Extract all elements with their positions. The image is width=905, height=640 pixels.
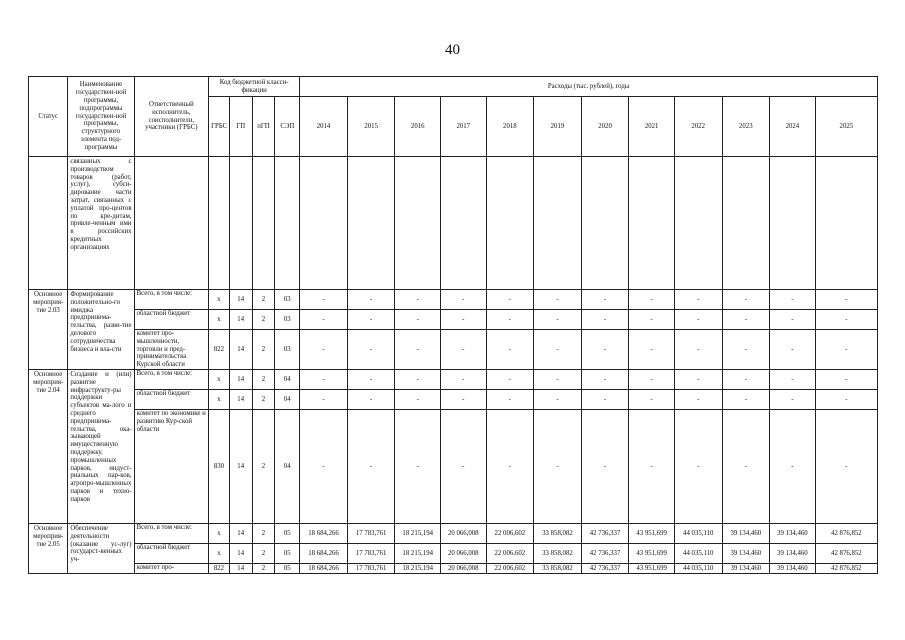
value-cell: - bbox=[722, 330, 770, 370]
value-cell: 20 066,008 bbox=[441, 523, 487, 543]
continuation-empty-cell bbox=[252, 157, 275, 290]
code-cell: 830 bbox=[209, 409, 230, 523]
value-cell: 39 134,460 bbox=[722, 563, 770, 573]
value-cell: - bbox=[581, 389, 629, 409]
code-cell: 14 bbox=[229, 409, 252, 523]
value-cell: - bbox=[815, 409, 877, 523]
header-code-group: Код бюджетной класси-фикации bbox=[209, 77, 300, 97]
value-cell: 43 951,699 bbox=[629, 543, 675, 563]
value-cell: - bbox=[722, 369, 770, 389]
value-cell: 18 684,266 bbox=[300, 563, 348, 573]
header-year-2018: 2018 bbox=[486, 97, 534, 157]
value-cell: - bbox=[722, 310, 770, 330]
value-cell: - bbox=[722, 389, 770, 409]
code-cell: 14 bbox=[229, 330, 252, 370]
code-cell: 2 bbox=[252, 389, 275, 409]
value-cell: - bbox=[815, 310, 877, 330]
responsible-cell: областной бюджет bbox=[134, 543, 209, 563]
value-cell: - bbox=[486, 310, 534, 330]
code-cell: 05 bbox=[275, 563, 300, 573]
header-name: Наименование государствен-ной программы, подпрограммы государствен-ной программы, структурного элемента под-программы bbox=[68, 77, 134, 157]
value-cell: - bbox=[486, 290, 534, 310]
value-cell: - bbox=[534, 389, 582, 409]
value-cell: - bbox=[395, 369, 441, 389]
header-year-2024: 2024 bbox=[770, 97, 816, 157]
value-cell: - bbox=[534, 409, 582, 523]
responsible-cell: комитет про- bbox=[134, 563, 209, 573]
measure-name: Обеспечение деятельности (оказание ус-луг) государст-венных уч- bbox=[68, 523, 134, 573]
table-row bbox=[29, 409, 878, 523]
value-cell: - bbox=[300, 409, 348, 523]
continuation-empty-cell bbox=[815, 157, 877, 290]
value-cell: - bbox=[300, 369, 348, 389]
value-cell: - bbox=[395, 290, 441, 310]
value-cell: - bbox=[486, 389, 534, 409]
value-cell: - bbox=[441, 310, 487, 330]
header-year-2022: 2022 bbox=[674, 97, 722, 157]
value-cell: 33 858,082 bbox=[534, 543, 582, 563]
code-cell: 2 bbox=[252, 409, 275, 523]
header-year-2014: 2014 bbox=[300, 97, 348, 157]
code-cell: 03 bbox=[275, 310, 300, 330]
value-cell: - bbox=[441, 389, 487, 409]
value-cell: 17 783,761 bbox=[347, 543, 395, 563]
value-cell: - bbox=[534, 290, 582, 310]
continuation-empty-cell bbox=[300, 157, 348, 290]
value-cell: - bbox=[395, 389, 441, 409]
value-cell: 20 066,008 bbox=[441, 543, 487, 563]
code-cell: 2 bbox=[252, 523, 275, 543]
header-code-3: СЭП bbox=[275, 97, 300, 157]
value-cell: - bbox=[347, 409, 395, 523]
value-cell: - bbox=[486, 409, 534, 523]
value-cell: - bbox=[395, 409, 441, 523]
code-cell: 04 bbox=[275, 369, 300, 389]
continuation-name: связанных с производством товаров (работ, услуг), субси-дирование части затрат, связанных с уплатой про-центов по кре-дитам, привле-ченным ими в российских кредитных организациях bbox=[68, 157, 134, 290]
value-cell: 33 858,082 bbox=[534, 523, 582, 543]
code-cell: 2 bbox=[252, 543, 275, 563]
code-cell: 2 bbox=[252, 290, 275, 310]
table-row bbox=[29, 389, 878, 409]
header-code-0: ГРБС bbox=[209, 97, 230, 157]
value-cell: - bbox=[629, 369, 675, 389]
value-cell: 43 951,699 bbox=[629, 563, 675, 573]
value-cell: 44 035,110 bbox=[674, 543, 722, 563]
header-responsible: Ответственный исполнитель, соисполнители, участники (ГРБС) bbox=[134, 77, 209, 157]
value-cell: - bbox=[395, 310, 441, 330]
code-cell: 14 bbox=[229, 523, 252, 543]
code-cell: х bbox=[209, 523, 230, 543]
continuation-row bbox=[29, 157, 878, 290]
code-cell: 822 bbox=[209, 330, 230, 370]
measure-name: Формирование положительно-го имиджа предпринима-тельства, разви-тие делового сотрудничества бизнеса и вла-сти bbox=[68, 290, 134, 370]
continuation-status bbox=[29, 157, 68, 290]
budget-table bbox=[28, 76, 878, 574]
value-cell: - bbox=[629, 389, 675, 409]
value-cell: - bbox=[441, 409, 487, 523]
value-cell: - bbox=[347, 369, 395, 389]
value-cell: 39 134,460 bbox=[770, 543, 816, 563]
continuation-empty-cell bbox=[209, 157, 230, 290]
code-cell: 822 bbox=[209, 563, 230, 573]
continuation-empty-cell bbox=[229, 157, 252, 290]
responsible-cell: Всего, в том числе: bbox=[134, 369, 209, 389]
value-cell: - bbox=[534, 330, 582, 370]
code-cell: х bbox=[209, 290, 230, 310]
code-cell: х bbox=[209, 543, 230, 563]
value-cell: - bbox=[770, 409, 816, 523]
code-cell: 03 bbox=[275, 330, 300, 370]
value-cell: - bbox=[441, 290, 487, 310]
value-cell: - bbox=[629, 290, 675, 310]
continuation-empty-cell bbox=[486, 157, 534, 290]
value-cell: - bbox=[395, 330, 441, 370]
value-cell: - bbox=[629, 330, 675, 370]
header-year-2025: 2025 bbox=[815, 97, 877, 157]
value-cell: 22 006,602 bbox=[486, 523, 534, 543]
code-cell: 04 bbox=[275, 409, 300, 523]
code-cell: 2 bbox=[252, 563, 275, 573]
table-row bbox=[29, 330, 878, 370]
continuation-empty-cell bbox=[629, 157, 675, 290]
value-cell: - bbox=[629, 409, 675, 523]
code-cell: 2 bbox=[252, 310, 275, 330]
value-cell: - bbox=[347, 290, 395, 310]
value-cell: - bbox=[674, 290, 722, 310]
value-cell: 43 951,699 bbox=[629, 523, 675, 543]
code-cell: х bbox=[209, 389, 230, 409]
code-cell: 14 bbox=[229, 290, 252, 310]
value-cell: 17 783,761 bbox=[347, 523, 395, 543]
header-year-2015: 2015 bbox=[347, 97, 395, 157]
value-cell: 42 876,852 bbox=[815, 523, 877, 543]
value-cell: - bbox=[722, 290, 770, 310]
responsible-cell: Всего, в том числе: bbox=[134, 523, 209, 543]
page-number: 40 bbox=[445, 42, 460, 58]
responsible-cell: Всего, в том числе: bbox=[134, 290, 209, 310]
table-row bbox=[29, 523, 878, 543]
code-cell: 05 bbox=[275, 543, 300, 563]
value-cell: 42 736,337 bbox=[581, 563, 629, 573]
value-cell: 18 215,194 bbox=[395, 523, 441, 543]
continuation-empty-cell bbox=[134, 157, 209, 290]
continuation-empty-cell bbox=[395, 157, 441, 290]
value-cell: - bbox=[581, 290, 629, 310]
header-year-2021: 2021 bbox=[629, 97, 675, 157]
value-cell: - bbox=[629, 310, 675, 330]
value-cell: 42 876,852 bbox=[815, 563, 877, 573]
value-cell: - bbox=[486, 330, 534, 370]
value-cell: - bbox=[441, 330, 487, 370]
measure-status: Основное мероприя-тие 2.04 bbox=[29, 369, 68, 523]
value-cell: 18 215,194 bbox=[395, 563, 441, 573]
value-cell: 42 736,337 bbox=[581, 523, 629, 543]
value-cell: - bbox=[815, 330, 877, 370]
value-cell: - bbox=[770, 310, 816, 330]
value-cell: 18 215,194 bbox=[395, 543, 441, 563]
continuation-empty-cell bbox=[674, 157, 722, 290]
value-cell: - bbox=[581, 409, 629, 523]
header-year-2017: 2017 bbox=[441, 97, 487, 157]
code-cell: 14 bbox=[229, 563, 252, 573]
code-cell: 05 bbox=[275, 523, 300, 543]
continuation-empty-cell bbox=[581, 157, 629, 290]
responsible-cell: комитет по экономике и развитию Кур-ской области bbox=[134, 409, 209, 523]
value-cell: - bbox=[815, 389, 877, 409]
value-cell: 33 858,082 bbox=[534, 563, 582, 573]
code-cell: х bbox=[209, 369, 230, 389]
value-cell: - bbox=[815, 290, 877, 310]
continuation-empty-cell bbox=[770, 157, 816, 290]
continuation-empty-cell bbox=[722, 157, 770, 290]
value-cell: - bbox=[581, 310, 629, 330]
value-cell: 18 684,266 bbox=[300, 523, 348, 543]
header-status: Статус bbox=[29, 77, 68, 157]
value-cell: - bbox=[674, 409, 722, 523]
value-cell: - bbox=[770, 389, 816, 409]
value-cell: - bbox=[674, 389, 722, 409]
responsible-cell: областной бюджет bbox=[134, 310, 209, 330]
value-cell: - bbox=[770, 330, 816, 370]
value-cell: - bbox=[722, 409, 770, 523]
value-cell: - bbox=[300, 290, 348, 310]
code-cell: 14 bbox=[229, 310, 252, 330]
value-cell: - bbox=[300, 330, 348, 370]
header-year-2020: 2020 bbox=[581, 97, 629, 157]
value-cell: 17 783,761 bbox=[347, 563, 395, 573]
code-cell: 14 bbox=[229, 369, 252, 389]
header-code-1: ГП bbox=[229, 97, 252, 157]
value-cell: 44 035,110 bbox=[674, 523, 722, 543]
value-cell: 18 684,266 bbox=[300, 543, 348, 563]
header-expenses-group: Расходы (тыс. рублей), годы bbox=[300, 77, 878, 97]
value-cell: 39 134,460 bbox=[722, 523, 770, 543]
header-code-2: пГП bbox=[252, 97, 275, 157]
value-cell: 39 134,460 bbox=[770, 523, 816, 543]
table-row bbox=[29, 543, 878, 563]
code-cell: 04 bbox=[275, 389, 300, 409]
measure-name: Создание и (или) развитие инфраструкту-ры поддержки субъектов ма-лого и среднего предпринима-тельства, ока-зывающей имущественную поддержку, промышленных парков, индуст-риальных пар-ков, агропро-мышленных парков и техно-парков bbox=[68, 369, 134, 523]
code-cell: 2 bbox=[252, 369, 275, 389]
value-cell: 42 876,852 bbox=[815, 543, 877, 563]
value-cell: - bbox=[300, 310, 348, 330]
value-cell: - bbox=[770, 369, 816, 389]
continuation-empty-cell bbox=[441, 157, 487, 290]
value-cell: 44 035,110 bbox=[674, 563, 722, 573]
continuation-empty-cell bbox=[347, 157, 395, 290]
code-cell: 2 bbox=[252, 330, 275, 370]
table-row bbox=[29, 290, 878, 310]
value-cell: 39 134,460 bbox=[770, 563, 816, 573]
value-cell: 22 006,602 bbox=[486, 543, 534, 563]
value-cell: - bbox=[770, 290, 816, 310]
value-cell: - bbox=[534, 369, 582, 389]
header-year-2023: 2023 bbox=[722, 97, 770, 157]
responsible-cell: комитет про-мышленности, торговли и пред-принимательства Курской области bbox=[134, 330, 209, 370]
value-cell: - bbox=[441, 369, 487, 389]
value-cell: - bbox=[815, 369, 877, 389]
value-cell: - bbox=[347, 310, 395, 330]
value-cell: 42 736,337 bbox=[581, 543, 629, 563]
value-cell: 20 066,008 bbox=[441, 563, 487, 573]
code-cell: х bbox=[209, 310, 230, 330]
value-cell: - bbox=[347, 389, 395, 409]
value-cell: 22 006,602 bbox=[486, 563, 534, 573]
value-cell: - bbox=[300, 389, 348, 409]
value-cell: - bbox=[581, 330, 629, 370]
table-row bbox=[29, 563, 878, 573]
continuation-empty-cell bbox=[534, 157, 582, 290]
measure-status: Основное мероприя-тие 2.05 bbox=[29, 523, 68, 573]
responsible-cell: областной бюджет bbox=[134, 389, 209, 409]
value-cell: - bbox=[674, 330, 722, 370]
value-cell: 39 134,460 bbox=[722, 543, 770, 563]
table-row bbox=[29, 310, 878, 330]
code-cell: 14 bbox=[229, 543, 252, 563]
value-cell: - bbox=[674, 310, 722, 330]
continuation-empty-cell bbox=[275, 157, 300, 290]
value-cell: - bbox=[486, 369, 534, 389]
value-cell: - bbox=[581, 369, 629, 389]
header-year-2016: 2016 bbox=[395, 97, 441, 157]
code-cell: 03 bbox=[275, 290, 300, 310]
code-cell: 14 bbox=[229, 389, 252, 409]
measure-status: Основное мероприя-тие 2.03 bbox=[29, 290, 68, 370]
table-row bbox=[29, 369, 878, 389]
value-cell: - bbox=[674, 369, 722, 389]
value-cell: - bbox=[534, 310, 582, 330]
header-year-2019: 2019 bbox=[534, 97, 582, 157]
value-cell: - bbox=[347, 330, 395, 370]
